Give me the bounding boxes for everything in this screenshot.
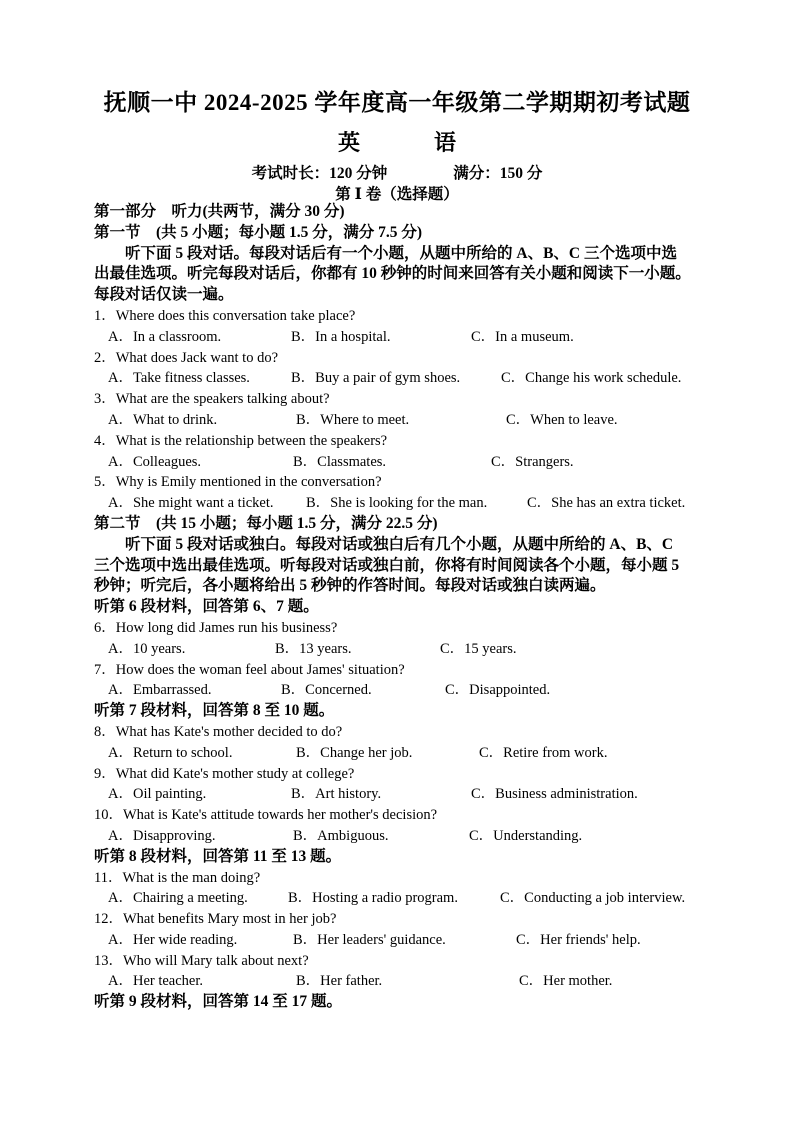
option-b: B．Art history. — [291, 786, 382, 803]
options-11 — [94, 888, 706, 909]
option-b: B．Where to meet. — [296, 411, 410, 428]
section2-instruction: 听下面 5 段对话或独白。每段对话或独白后有几个小题，从题中所给的 A、B、C — [125, 535, 674, 553]
question-10: 10．What is Kate's attitude towards her mother's decision? — [94, 807, 438, 824]
material-7-heading: 听第 7 段材料，回答第 8 至 10 题。 — [94, 702, 335, 720]
options-9 — [94, 784, 706, 805]
option-b: B．Change her job. — [296, 744, 413, 761]
material-6-heading: 听第 6 段材料，回答第 6、7 题。 — [94, 598, 319, 616]
options-1 — [94, 327, 706, 348]
section1-instruction: 每段对话仅读一遍。 — [94, 286, 234, 304]
option-a: A．What to drink. — [108, 411, 218, 428]
question-5: 5．Why is Emily mentioned in the conversation? — [94, 474, 382, 491]
section2-heading: 第二节 (共 15 小题；每小题 1.5 分，满分 22.5 分) — [94, 514, 438, 532]
options-12 — [94, 930, 706, 951]
options-4 — [94, 452, 706, 473]
options-2 — [94, 368, 706, 389]
question-12: 12．What benefits Mary most in her job? — [94, 911, 337, 928]
options-13 — [94, 971, 706, 992]
option-c: C．Disappointed. — [445, 682, 551, 699]
option-c: C．Change his work schedule. — [501, 370, 682, 387]
option-c: C．In a museum. — [471, 328, 574, 345]
option-c: C．Conducting a job interview. — [500, 890, 686, 907]
options-6 — [94, 639, 706, 660]
option-b: B．Buy a pair of gym shoes. — [291, 370, 461, 387]
options-5 — [94, 493, 706, 514]
option-b: B．In a hospital. — [291, 328, 391, 345]
options-10 — [94, 826, 706, 847]
option-a: A．Return to school. — [108, 744, 233, 761]
option-c: C．Her mother. — [519, 973, 613, 990]
option-c: C．Business administration. — [471, 786, 638, 803]
option-a: A．In a classroom. — [108, 328, 222, 345]
option-c: C．She has an extra ticket. — [527, 495, 686, 512]
volume-title: 第 Ⅰ 卷（选择题） — [335, 186, 459, 203]
subject-title: 英 语 — [337, 130, 482, 155]
option-a: A．Disapproving. — [108, 827, 216, 844]
part1-heading: 第一部分 听力(共两节，满分 30 分) — [94, 203, 345, 220]
option-b: B．Hosting a radio program. — [288, 890, 458, 907]
question-1: 1．Where does this conversation take place? — [94, 307, 356, 324]
exam-body — [94, 202, 706, 1013]
options-8 — [94, 743, 706, 764]
option-b: B．Classmates. — [293, 453, 387, 470]
question-4: 4．What is the relationship between the speakers? — [94, 432, 388, 449]
option-c: C．Strangers. — [491, 453, 574, 470]
option-b: B．Her father. — [296, 973, 383, 990]
option-c: C．Understanding. — [469, 827, 583, 844]
option-b: B．13 years. — [275, 640, 352, 657]
section2-instruction: 秒钟；听完后，各小题将给出 5 秒钟的作答时间。每段对话或独白读两遍。 — [94, 577, 606, 595]
option-b: B．Concerned. — [281, 682, 372, 699]
question-9: 9．What did Kate's mother study at college? — [94, 765, 355, 782]
option-c: C．When to leave. — [506, 411, 618, 428]
option-b: B．Ambiguous. — [293, 827, 389, 844]
option-a: A．Chairing a meeting. — [108, 890, 248, 907]
question-2: 2．What does Jack want to do? — [94, 349, 279, 366]
exam-title: 抚顺一中 2024-2025 学年度高一年级第二学期期初考试题 — [103, 90, 691, 115]
option-c: C．Her friends' help. — [516, 931, 641, 948]
option-a: A．Oil painting. — [108, 786, 207, 803]
options-3 — [94, 410, 706, 431]
option-a: A．Embarrassed. — [108, 682, 212, 699]
question-8: 8．What has Kate's mother decided to do? — [94, 723, 343, 740]
question-11: 11．What is the man doing? — [94, 869, 261, 886]
option-a: A．She might want a ticket. — [108, 495, 274, 512]
option-c: C．Retire from work. — [479, 744, 608, 761]
option-a: A．10 years. — [108, 640, 186, 657]
section2-instruction: 三个选项中选出最佳选项。听每段对话或独白前，你将有时间阅读各个小题，每小题 5 — [94, 556, 680, 574]
option-a: A．Her wide reading. — [108, 931, 238, 948]
options-7 — [94, 680, 706, 701]
material-9-heading: 听第 9 段材料，回答第 14 至 17 题。 — [94, 993, 343, 1011]
option-a: A．Colleagues. — [108, 453, 202, 470]
question-13: 13．Who will Mary talk about next? — [94, 952, 309, 969]
option-b: B．She is looking for the man. — [306, 495, 488, 512]
section1-instruction: 听下面 5 段对话。每段对话后有一个小题，从题中所给的 A、B、C 三个选项中选 — [125, 244, 677, 262]
question-6: 6．How long did James run his business? — [94, 619, 338, 636]
question-3: 3．What are the speakers talking about? — [94, 391, 330, 408]
exam-duration: 考试时长：120 分钟 — [251, 165, 388, 182]
section1-heading: 第一节 (共 5 小题；每小题 1.5 分，满分 7.5 分) — [94, 223, 423, 241]
material-8-heading: 听第 8 段材料，回答第 11 至 13 题。 — [94, 847, 342, 865]
option-a: A．Take fitness classes. — [108, 370, 250, 387]
option-c: C．15 years. — [440, 640, 517, 657]
exam-info — [0, 161, 794, 183]
exam-score: 满分：150 分 — [453, 165, 543, 182]
question-7: 7．How does the woman feel about James' situation? — [94, 661, 405, 678]
section1-instruction: 出最佳选项。听完每段对话后，你都有 10 秒钟的时间来回答有关小题和阅读下一小题。 — [94, 265, 691, 283]
option-b: B．Her leaders' guidance. — [293, 931, 446, 948]
option-a: A．Her teacher. — [108, 973, 204, 990]
